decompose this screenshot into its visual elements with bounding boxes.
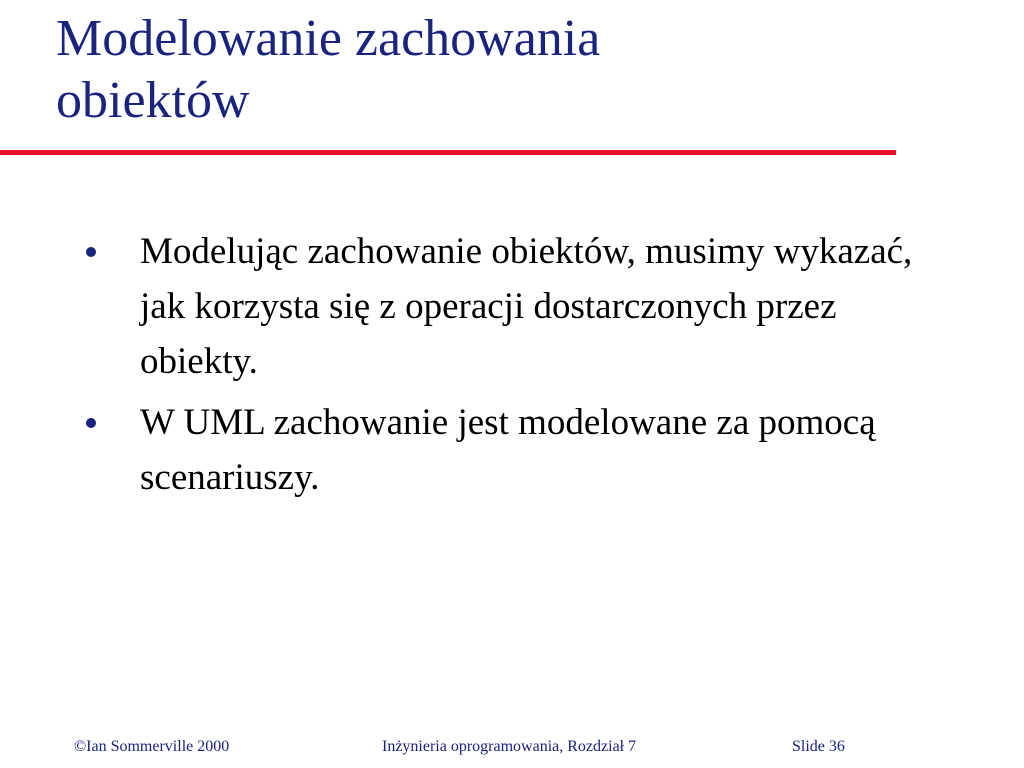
footer-copyright: ©Ian Sommerville 2000	[74, 738, 230, 755]
bullet-dot-icon	[86, 418, 96, 428]
slide-title	[56, 8, 916, 132]
bullet-text: W UML zachowanie jest modelowane za pomocą scenariuszy.	[140, 402, 876, 498]
bullet-item	[86, 224, 946, 389]
footer-course: Inżynieria oprogramowania, Rozdział 7	[382, 738, 637, 755]
slide-title-line-2: obiektów	[56, 72, 250, 129]
bullet-dot-icon	[86, 247, 96, 257]
slide-title-line-1: Modelowanie zachowania	[56, 10, 601, 67]
bullet-list	[86, 224, 946, 511]
footer-slide-number: Slide 36	[792, 738, 845, 755]
bullet-text: Modelując zachowanie obiektów, musimy wykazać, jak korzysta się z operacji dostarczonych przez obiekty.	[140, 231, 913, 382]
title-divider	[0, 150, 896, 155]
bullet-item	[86, 395, 946, 505]
